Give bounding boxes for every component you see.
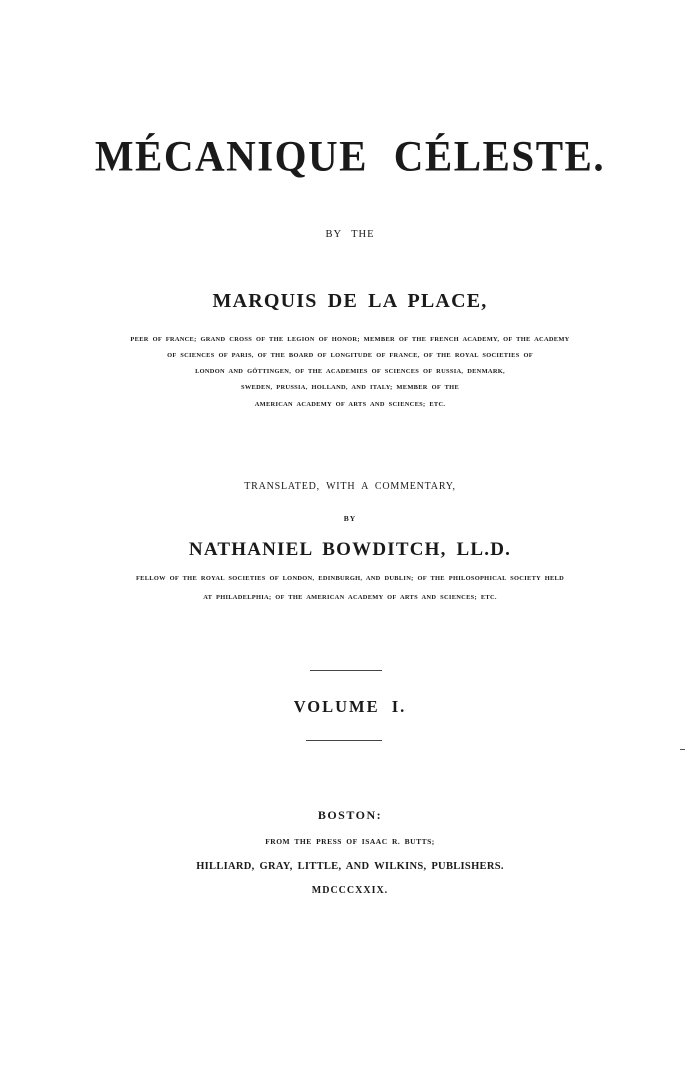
author-affiliation-line: SWEDEN, PRUSSIA, HOLLAND, AND ITALY; MEMBER OF THE (240, 384, 460, 391)
imprint-publishers: HILLIARD, GRAY, LITTLE, AND WILKINS, PUBLISHERS. (196, 861, 504, 872)
by-label: BY (343, 514, 357, 523)
author-affiliation-line: OF SCIENCES OF PARIS, OF THE BOARD OF LONGITUDE OF FRANCE, OF THE ROYAL SOCIETIES OF (167, 352, 533, 359)
author-affiliation-line: LONDON AND GÖTTINGEN, OF THE ACADEMIES OF SCIENCES OF RUSSIA, DENMARK, (195, 368, 505, 375)
translator-name: NATHANIEL BOWDITCH, LL.D. (188, 539, 512, 560)
imprint-year: MDCCCXXIX. (311, 885, 389, 896)
author-affiliation-line: PEER OF FRANCE; GRAND CROSS OF THE LEGION OF HONOR; MEMBER OF THE FRENCH ACADEMY, OF THE ACADEMY (130, 336, 570, 343)
imprint-city: BOSTON: (317, 808, 383, 822)
divider-rule (306, 740, 382, 741)
translator-affiliation-line: FELLOW OF THE ROYAL SOCIETIES OF LONDON, EDINBURGH, AND DUBLIN; OF THE PHILOSOPHICAL SOCIETY HELD (135, 575, 565, 582)
book-title: MÉCANIQUE CÉLESTE. (94, 131, 606, 181)
print-speck (680, 749, 685, 750)
author-affiliation-line: AMERICAN ACADEMY OF ARTS AND SCIENCES; ETC. (254, 401, 446, 408)
imprint-press: FROM THE PRESS OF ISAAC R. BUTTS; (265, 837, 435, 846)
translator-affiliation-line: AT PHILADELPHIA; OF THE AMERICAN ACADEMY OF ARTS AND SCIENCES; ETC. (203, 594, 497, 601)
translated-with-commentary: TRANSLATED, WITH A COMMENTARY, (244, 481, 456, 492)
by-the-label: BY THE (325, 229, 375, 240)
author-name: MARQUIS DE LA PLACE, (212, 290, 488, 312)
divider-rule (310, 670, 382, 671)
volume-label: VOLUME I. (293, 697, 407, 716)
